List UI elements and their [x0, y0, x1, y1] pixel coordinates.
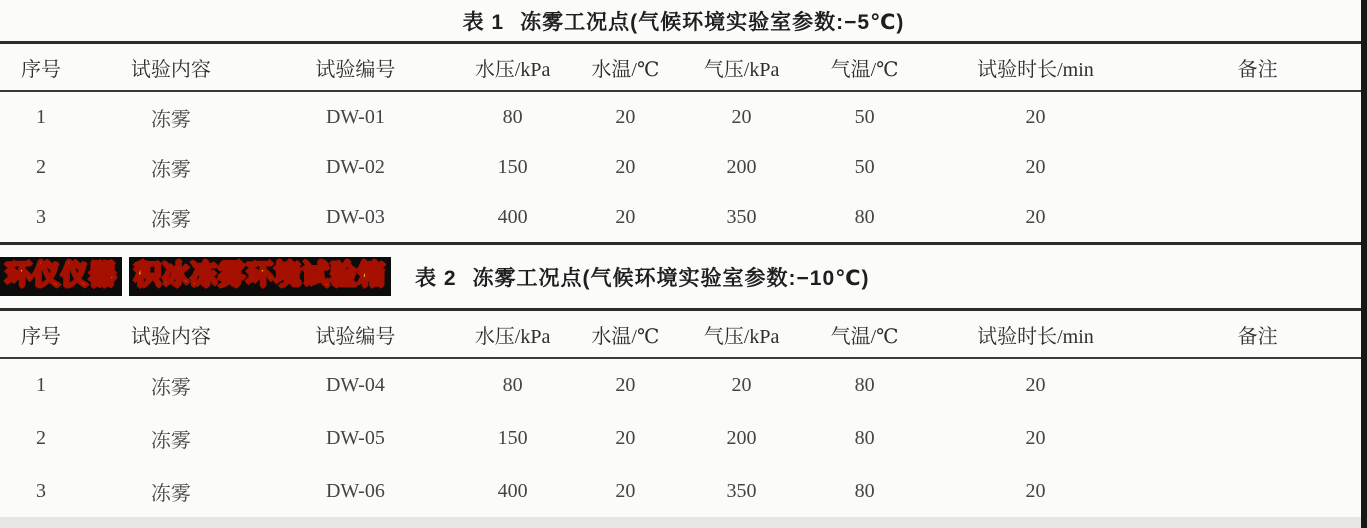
- table-cell: 2: [36, 427, 46, 449]
- column-header: 水压/kPa: [451, 310, 574, 359]
- column-header: 序号: [0, 43, 82, 92]
- table-cell: 冻雾: [150, 108, 191, 131]
- table-cell: 20: [923, 192, 1149, 244]
- table-cell: 20: [615, 427, 636, 449]
- column-header: 水温/℃: [574, 43, 677, 92]
- table-cell: 150: [497, 427, 528, 449]
- table-row: [0, 142, 1367, 192]
- table-cell: 80: [854, 374, 875, 396]
- table-cell: [1148, 358, 1367, 412]
- table-cell: 20: [615, 374, 636, 396]
- table-cell: 冻雾: [82, 192, 260, 244]
- column-header: 气压/kPa: [677, 43, 807, 92]
- table-cell: 1: [36, 374, 46, 396]
- header-row: [0, 43, 1367, 92]
- table-cell: [1148, 465, 1367, 520]
- column-header: 备注: [1148, 43, 1367, 92]
- table1-title-band: [0, 0, 1367, 41]
- column-header: 试验编号: [260, 310, 451, 359]
- table-cell: 冻雾: [150, 430, 191, 452]
- table-cell: 200: [726, 155, 757, 178]
- table2-title-band: [0, 245, 1367, 308]
- table-row: [0, 358, 1367, 412]
- table-cell: 350: [677, 465, 807, 520]
- table-cell: DW-05: [325, 427, 385, 449]
- table-cell: 80: [854, 427, 875, 449]
- table-cell: 20: [1025, 155, 1046, 178]
- table-cell: 50: [854, 155, 875, 178]
- column-header: 试验内容: [82, 43, 260, 92]
- table-cell: 20: [923, 465, 1149, 520]
- table-cell: 2: [36, 155, 46, 178]
- scan-right-edge: [1361, 0, 1367, 528]
- table-cell: 80: [502, 374, 523, 396]
- table-row: [0, 465, 1367, 520]
- table-cell: 400: [451, 465, 574, 520]
- table1-title: [463, 6, 905, 36]
- table2-title: [415, 262, 870, 292]
- table-cell: DW-04: [325, 374, 385, 396]
- table-cell: 3: [0, 465, 82, 520]
- table-cell: 80: [806, 192, 922, 244]
- table-row: [0, 192, 1367, 244]
- table2-body: [0, 358, 1367, 520]
- table-cell: DW-03: [260, 192, 451, 244]
- table-cell: [1148, 142, 1367, 192]
- table-cell: 冻雾: [150, 158, 191, 181]
- scan-bottom-edge: [0, 517, 1367, 528]
- vendor-watermark: [0, 257, 391, 295]
- column-header: 水温/℃: [574, 310, 677, 359]
- column-header: 气温/℃: [806, 43, 922, 92]
- column-header: 试验内容: [82, 310, 260, 359]
- column-header: 水压/kPa: [451, 43, 574, 92]
- watermark-vendor-name: 环仪仪器: [0, 257, 122, 295]
- column-header: 序号: [0, 310, 82, 359]
- table-cell: 150: [497, 155, 528, 178]
- table-cell: 20: [731, 374, 752, 396]
- table-cell: 冻雾: [150, 377, 191, 399]
- table1-body: [0, 91, 1367, 244]
- column-header: 气温/℃: [806, 310, 922, 359]
- column-header: 试验时长/min: [923, 310, 1149, 359]
- table2-title-prefix: 表 2: [415, 266, 457, 290]
- table-cell: [1148, 192, 1367, 244]
- table-cell: 80: [806, 465, 922, 520]
- table-cell: 20: [615, 155, 636, 178]
- table1-title-prefix: 表 1: [462, 10, 505, 34]
- test-conditions-table-2: [0, 308, 1367, 521]
- table2-header: [0, 310, 1367, 359]
- table-cell: 20: [1025, 105, 1046, 128]
- table-cell: 20: [1025, 427, 1046, 449]
- table-cell: [1148, 412, 1367, 465]
- column-header: 试验编号: [260, 43, 451, 92]
- table-cell: 1: [36, 105, 46, 128]
- table-cell: 400: [451, 192, 574, 244]
- watermark-product-name: 积冰冻雾环境试验箱: [129, 257, 391, 295]
- table-cell: 20: [574, 192, 677, 244]
- table-cell: 20: [731, 105, 752, 128]
- table-row: [0, 91, 1367, 142]
- column-header: 备注: [1148, 310, 1367, 359]
- header-row: [0, 310, 1367, 359]
- test-conditions-table-1: [0, 41, 1367, 245]
- table-cell: 50: [854, 105, 875, 128]
- table-cell: 20: [574, 465, 677, 520]
- table-row: [0, 412, 1367, 465]
- table1-title-text: 冻雾工况点(气候环境实验室参数:−5℃): [520, 10, 905, 34]
- table2-title-text: 冻雾工况点(气候环境实验室参数:−10℃): [472, 266, 870, 290]
- table-cell: 3: [0, 192, 82, 244]
- table-cell: [1148, 91, 1367, 142]
- table-cell: DW-02: [325, 155, 385, 178]
- table-cell: 20: [1025, 374, 1046, 396]
- table-cell: 80: [502, 105, 523, 128]
- table-cell: DW-06: [260, 465, 451, 520]
- column-header: 气压/kPa: [677, 310, 807, 359]
- table-cell: 冻雾: [82, 465, 260, 520]
- table-cell: 20: [615, 105, 636, 128]
- table-cell: DW-01: [325, 105, 385, 128]
- table-cell: 350: [677, 192, 807, 244]
- table1-header: [0, 43, 1367, 92]
- table-cell: 200: [726, 427, 757, 449]
- column-header: 试验时长/min: [923, 43, 1149, 92]
